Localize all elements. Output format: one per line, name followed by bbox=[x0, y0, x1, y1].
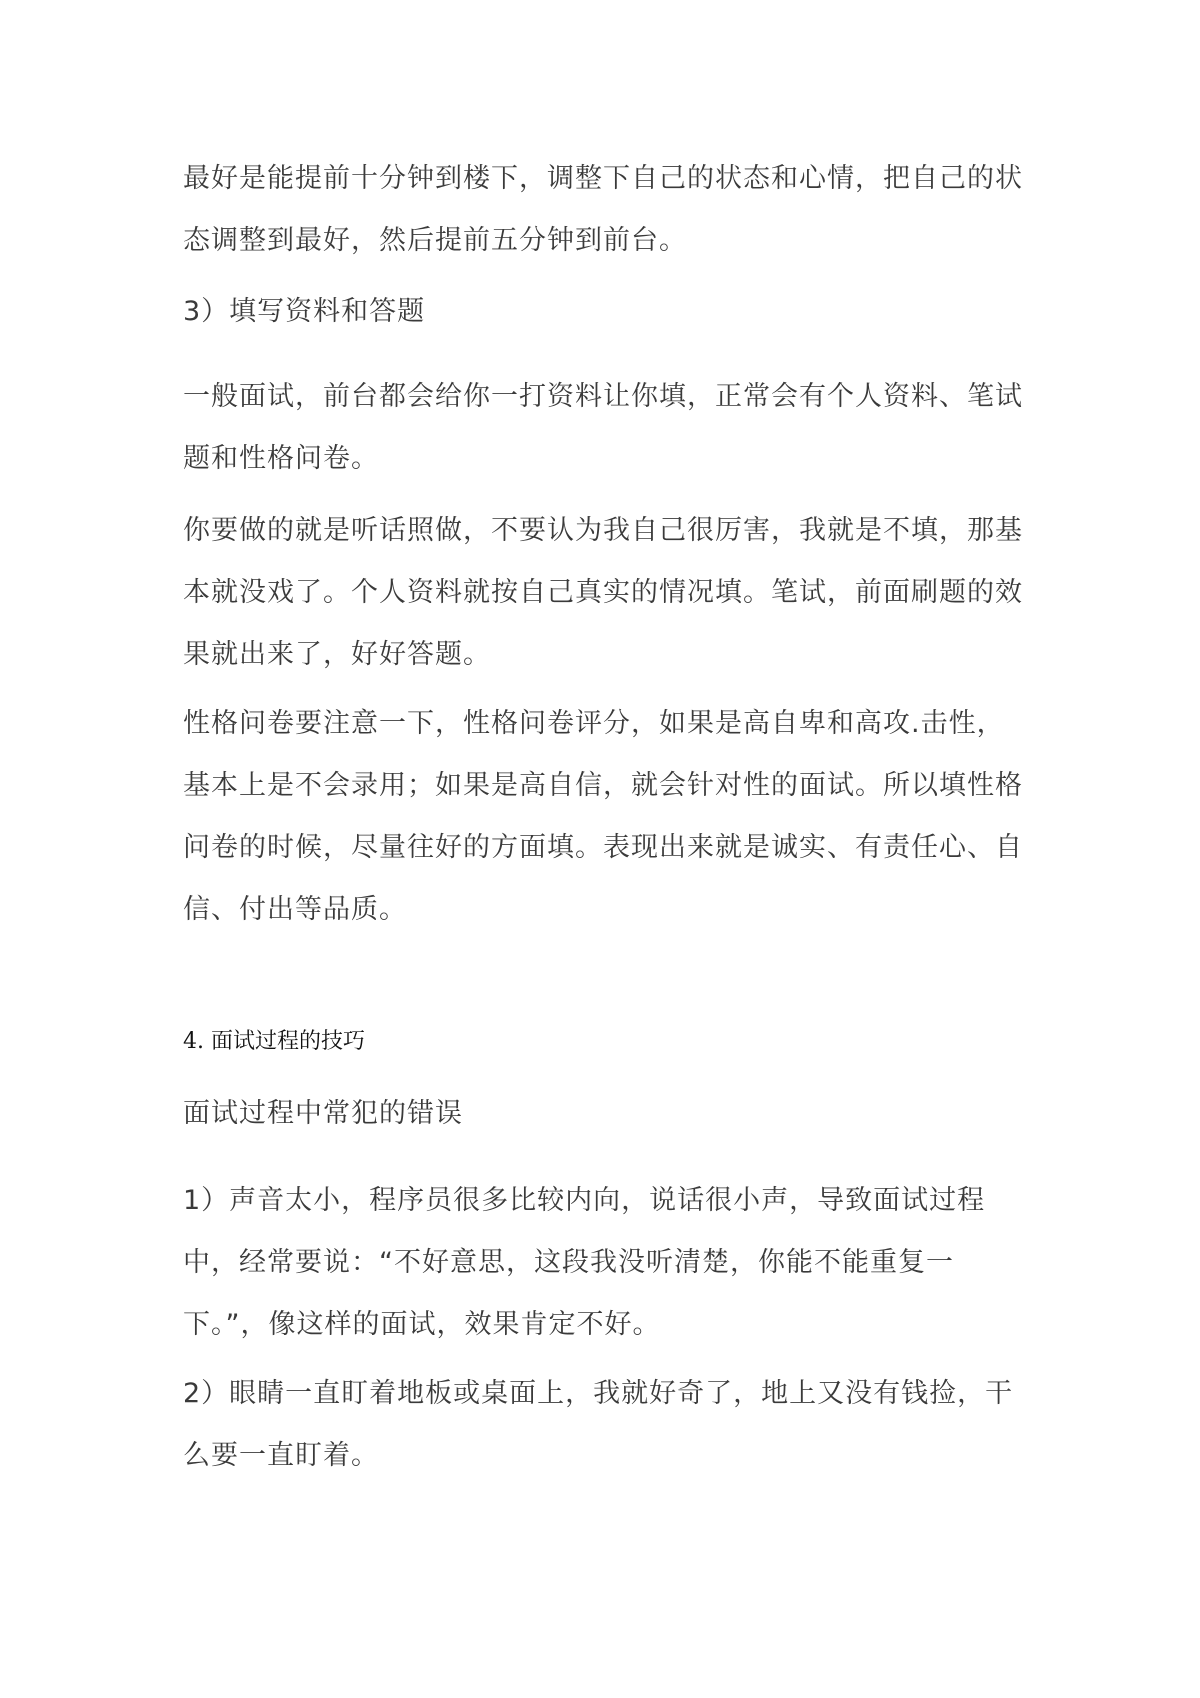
paragraph-arrive-early: 最好是能提前十分钟到楼下，调整下自己的状态和心情，把自己的状态调整到最好，然后提前五分钟到前台。 bbox=[183, 163, 1023, 256]
section-heading-interview-tips: 4. 面试过程的技巧 bbox=[183, 1029, 365, 1054]
paragraph-front-desk-forms: 一般面试，前台都会给你一打资料让你填，正常会有个人资料、笔试题和性格问卷。 bbox=[183, 381, 1023, 474]
subheading-common-mistakes: 面试过程中常犯的错误 bbox=[183, 1098, 463, 1129]
paragraph-personality-questionnaire: 性格问卷要注意一下，性格问卷评分，如果是高自卑和高攻.击性，基本上是不会录用；如果是高自信，就会针对性的面试。所以填性格问卷的时候，尽量往好的方面填。表现出来就是诚实、有责任心、自信、付出等品质。 bbox=[183, 708, 1023, 925]
paragraph-mistake-eyes: 2）眼睛一直盯着地板或桌面上，我就好奇了，地上又没有钱捡，干么要一直盯着。 bbox=[183, 1378, 1014, 1471]
subheading-fill-forms: 3）填写资料和答题 bbox=[183, 296, 426, 327]
paragraph-follow-instructions: 你要做的就是听话照做，不要认为我自己很厉害，我就是不填，那基本就没戏了。个人资料就按自己真实的情况填。笔试，前面刷题的效果就出来了，好好答题。 bbox=[183, 515, 1023, 670]
paragraph-mistake-voice: 1）声音太小，程序员很多比较内向，说话很小声，导致面试过程中，经常要说：“不好意思，这段我没听清楚，你能不能重复一下。”，像这样的面试，效果肯定不好。 bbox=[183, 1185, 986, 1340]
